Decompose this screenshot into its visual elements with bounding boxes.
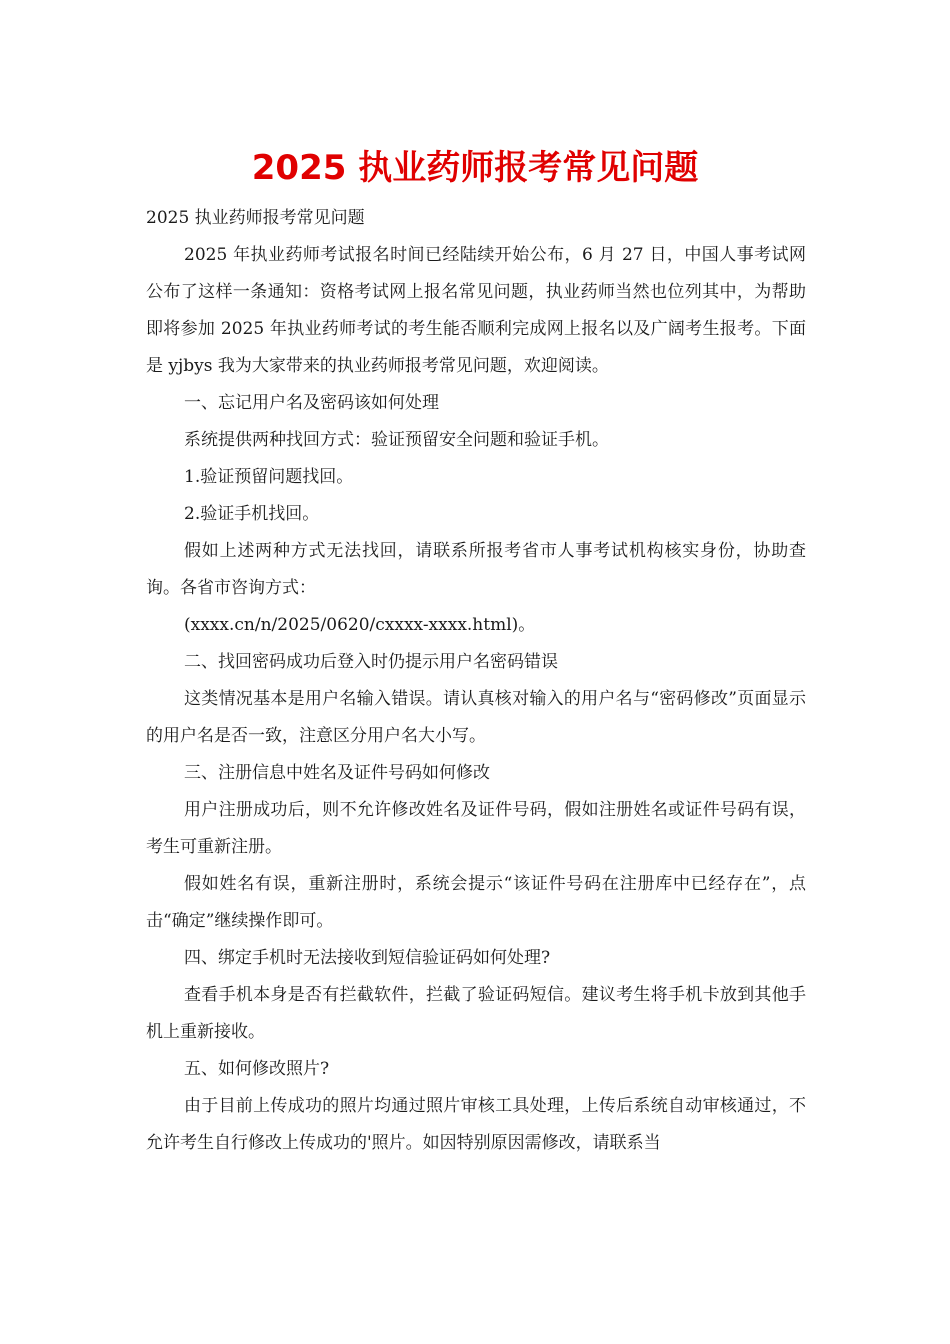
paragraph: 这类情况基本是用户名输入错误。请认真核对输入的用户名与“密码修改”页面显示的用户名是否一致，注意区分用户名大小写。: [146, 689, 806, 746]
paragraph: 系统提供两种找回方式：验证预留安全问题和验证手机。: [184, 430, 609, 450]
section-heading-5: 五、如何修改照片?: [184, 1059, 330, 1079]
paragraph: 假如上述两种方式无法找回，请联系所报考省市人事考试机构核实身份，协助查询。各省市咨询方式：: [146, 541, 806, 598]
document-title: 2025 执业药师报考常见问题: [251, 148, 699, 188]
paragraph: 用户注册成功后，则不允许修改姓名及证件号码，假如注册姓名或证件号码有误，考生可重新注册。: [146, 800, 806, 857]
section-heading-4: 四、绑定手机时无法接收到短信验证码如何处理?: [184, 948, 551, 968]
section-heading-2: 二、找回密码成功后登入时仍提示用户名密码错误: [184, 652, 558, 672]
paragraph: 假如姓名有误，重新注册时，系统会提示“该证件号码在注册库中已经存在”，点击“确定”继续操作即可。: [146, 874, 806, 931]
list-item: 2.验证手机找回。: [184, 504, 320, 524]
paragraph-intro: 2025 年执业药师考试报名时间已经陆续开始公布，6 月 27 日，中国人事考试网公布了这样一条通知：资格考试网上报名常见问题，执业药师当然也位列其中，为帮助即将参加 2025 年执业药师考试的考生能否顺利完成网上报名以及广阔考生报考。下面是 yjbys 我为大家带来的执业药师报考常见问题，欢迎阅读。: [146, 245, 806, 376]
paragraph: 由于目前上传成功的照片均通过照片审核工具处理，上传后系统自动审核通过，不允许考生自行修改上传成功的'照片。如因特别原因需修改，请联系当: [146, 1096, 806, 1153]
document-subtitle: 2025 执业药师报考常见问题: [146, 208, 365, 228]
section-heading-3: 三、注册信息中姓名及证件号码如何修改: [184, 763, 490, 783]
list-item: 1.验证预留问题找回。: [184, 467, 354, 487]
section-heading-1: 一、忘记用户名及密码该如何处理: [184, 393, 439, 413]
paragraph: 查看手机本身是否有拦截软件，拦截了验证码短信。建议考生将手机卡放到其他手机上重新接收。: [146, 985, 806, 1042]
url-text: (xxxx.cn/n/2025/0620/cxxxx-xxxx.html)。: [184, 615, 536, 635]
document-body: [146, 200, 806, 1162]
